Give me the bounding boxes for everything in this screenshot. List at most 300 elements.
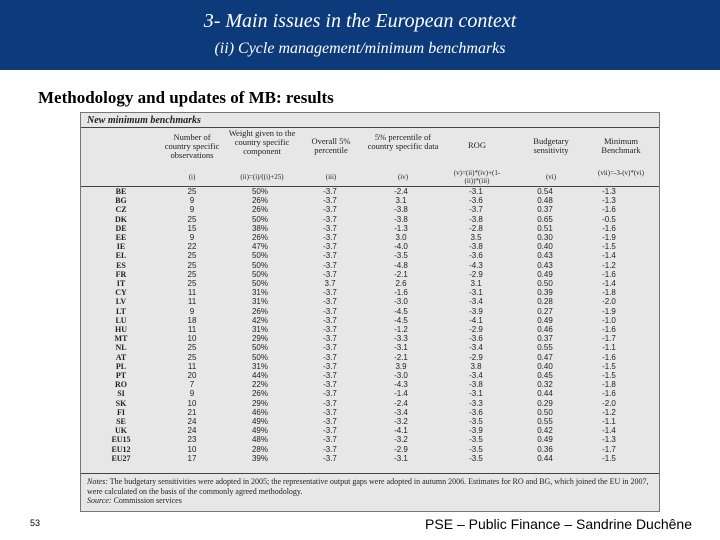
table-cell: -1.6: [602, 389, 616, 399]
table-cell: -4.1: [469, 315, 483, 325]
table-cell: 26%: [251, 389, 268, 399]
table-cell: 50%: [251, 251, 268, 261]
table-row: [81, 307, 641, 316]
table-cell: -2.0: [602, 297, 616, 307]
slide-subtitle: (ii) Cycle management/minimum benchmarks: [214, 40, 506, 57]
table-cell: 31%: [251, 297, 268, 307]
table-cell: 0.43: [537, 251, 553, 261]
table-cell: 0.39: [537, 288, 553, 298]
table-cell: -4.1: [394, 426, 408, 436]
table-cell: 50%: [251, 187, 268, 196]
country-code-cell: NL: [115, 343, 127, 353]
table-cell: -2.0: [602, 398, 616, 408]
table-cell: -1.6: [602, 205, 616, 215]
table-cell: 18: [187, 315, 197, 325]
table-row: [81, 196, 641, 205]
table-cell: 50%: [251, 352, 268, 362]
table-cell: 11: [187, 361, 197, 371]
table-cell: -3.4: [469, 371, 483, 381]
table-cell: -4.0: [394, 242, 408, 252]
table-cell: -3.6: [469, 196, 483, 206]
table-cell: -3.8: [469, 214, 483, 224]
table-cell: -4.5: [394, 306, 408, 316]
table-cell: 25: [187, 214, 197, 224]
table-cell: 3.9: [395, 361, 407, 371]
table-cell: 50%: [251, 343, 268, 353]
table-cell: -3.7: [323, 242, 337, 252]
country-code-cell: FR: [115, 269, 127, 279]
table-cell: 0.48: [537, 196, 553, 206]
table-cell: -3.7: [323, 453, 337, 463]
table-cell: -2.9: [469, 325, 483, 335]
country-code-cell: HU: [115, 325, 127, 335]
table-row: [81, 426, 641, 435]
table-cell: 0.29: [537, 398, 553, 408]
country-code-cell: IE: [116, 242, 126, 252]
notes-text: The budgetary sensitivities were adopted in 2005; the representative output gaps were adopted in autumn 2006. Estimates for RO and BG, which joined the EU in 2007, were calculated on the basis of the commonly agreed methodology.: [87, 477, 649, 496]
table-row: [81, 233, 641, 242]
table-cell: 49%: [251, 417, 268, 427]
col-sub-weight: (ii)=(i)/((i)+25): [240, 173, 284, 181]
table-cell: -1.3: [602, 187, 616, 196]
table-cell: 26%: [251, 196, 268, 206]
table-row: [81, 399, 641, 408]
table-cell: 25: [187, 279, 197, 289]
table-cell: -3.8: [469, 242, 483, 252]
table-row: [81, 417, 641, 426]
table-cell: -3.5: [469, 417, 483, 427]
table-cell: 29%: [251, 398, 268, 408]
table-cell: -1.3: [602, 196, 616, 206]
source-text: Commission services: [113, 496, 182, 505]
table-cell: -1.1: [602, 417, 616, 427]
table-cell: 50%: [251, 214, 268, 224]
table-cell: 0.49: [537, 435, 553, 445]
table-cell: 0.40: [537, 242, 553, 252]
table-cell: 0.45: [537, 371, 553, 381]
table-cell: -3.7: [323, 361, 337, 371]
table-cell: 25: [187, 187, 197, 196]
notes-label: Notes:: [87, 477, 108, 486]
table-cell: -1.4: [394, 389, 408, 399]
table-cell: 25: [187, 269, 197, 279]
table-row: [81, 261, 641, 270]
table-cell: -3.7: [323, 389, 337, 399]
table-row: [81, 334, 641, 343]
country-code-cell: BE: [115, 187, 127, 196]
country-code-cell: RO: [115, 380, 127, 390]
table-cell: 3.8: [470, 361, 482, 371]
table-cell: 49%: [251, 426, 268, 436]
table-row: [81, 270, 641, 279]
table-cell: 47%: [251, 242, 268, 252]
country-code-cell: EE: [115, 233, 127, 243]
table-cell: 22: [187, 242, 197, 252]
table-cell: -3.5: [469, 435, 483, 445]
table-cell: 0.27: [537, 306, 553, 316]
table-cell: -2.4: [394, 187, 408, 196]
table-cell: -3.7: [323, 196, 337, 206]
table-cell: -3.7: [323, 288, 337, 298]
table-row: [81, 279, 641, 288]
table-cell: -0.5: [602, 214, 616, 224]
table-cell: -2.1: [394, 269, 408, 279]
table-cell: 0.55: [537, 343, 553, 353]
table-cell: 10: [187, 334, 197, 344]
table-cell: -3.4: [469, 343, 483, 353]
table-cell: -3.7: [323, 223, 337, 233]
table-cell: -3.1: [469, 389, 483, 399]
table-cell: 26%: [251, 205, 268, 215]
table-cell: 10: [187, 398, 197, 408]
country-code-cell: LT: [116, 306, 126, 316]
table-cell: -1.4: [602, 426, 616, 436]
table-cell: 0.36: [537, 444, 553, 454]
table-cell: 3.1: [395, 196, 407, 206]
col-header-overall-percentile: Overall 5% percentile: [311, 136, 351, 155]
table-cell: -3.6: [469, 407, 483, 417]
table-cell: -1.6: [602, 223, 616, 233]
table-cell: -3.4: [394, 407, 408, 417]
table-cell: -1.5: [602, 453, 616, 463]
table-cell: 0.65: [537, 214, 553, 224]
table-cell: -3.7: [323, 398, 337, 408]
table-cell: 44%: [251, 371, 268, 381]
table-row: [81, 445, 641, 454]
table-cell: -1.8: [602, 380, 616, 390]
table-cell: 31%: [251, 288, 268, 298]
table-cell: -1.0: [602, 315, 616, 325]
table-cell: -3.7: [323, 352, 337, 362]
country-code-cell: IT: [116, 279, 126, 289]
table-cell: -3.2: [394, 417, 408, 427]
table-row: [81, 380, 641, 389]
table-row: [81, 353, 641, 362]
table-cell: 0.47: [537, 352, 553, 362]
table-cell: -1.5: [602, 242, 616, 252]
slide-number: 53: [30, 518, 41, 528]
table-cell: -3.5: [469, 444, 483, 454]
country-code-cell: EU27: [111, 453, 131, 463]
table-cell: 0.46: [537, 325, 553, 335]
table-cell: 0.37: [537, 334, 553, 344]
table-cell: 0.51: [537, 223, 553, 233]
table-cell: 38%: [251, 223, 268, 233]
table-cell: -3.7: [323, 380, 337, 390]
table-cell: -3.3: [469, 398, 483, 408]
country-code-cell: EU15: [111, 435, 131, 445]
table-row: [81, 215, 641, 224]
table-cell: 15: [187, 223, 197, 233]
table-row: [81, 454, 641, 463]
benchmark-table: [81, 187, 641, 463]
table-cell: -3.7: [323, 407, 337, 417]
table-cell: -3.1: [469, 187, 483, 196]
table-cell: -3.0: [394, 297, 408, 307]
table-cell: -1.2: [394, 325, 408, 335]
table-cell: -3.7: [469, 205, 483, 215]
country-code-cell: SK: [115, 398, 127, 408]
table-cell: 25: [187, 352, 197, 362]
table-cell: -3.7: [323, 444, 337, 454]
table-cell: -3.7: [323, 306, 337, 316]
table-cell: 2.6: [395, 279, 407, 289]
table-cell: -2.9: [394, 444, 408, 454]
table-cell: 39%: [251, 453, 268, 463]
table-cell: 26%: [251, 233, 268, 243]
table-cell: -1.3: [394, 223, 408, 233]
bottom-rule: [81, 473, 660, 474]
table-cell: -1.7: [602, 444, 616, 454]
col-header-rog: ROG: [468, 140, 486, 150]
table-cell: -3.7: [323, 187, 337, 196]
table-cell: 9: [189, 389, 195, 399]
table-cell: -1.6: [602, 352, 616, 362]
table-cell: -3.6: [469, 251, 483, 261]
col-sub-budgetary-sensitivity: (vi): [545, 173, 557, 181]
table-cell: 0.55: [537, 417, 553, 427]
table-cell: -1.4: [602, 251, 616, 261]
country-code-cell: SI: [117, 389, 125, 399]
table-cell: 24: [187, 426, 197, 436]
table-cell: 0.42: [537, 426, 553, 436]
table-cell: 22%: [251, 380, 268, 390]
table-cell: -1.8: [602, 288, 616, 298]
col-header-observations: Number of country specific observations: [164, 132, 220, 160]
table-cell: 31%: [251, 325, 268, 335]
country-code-cell: BG: [115, 196, 127, 206]
table-title: New minimum benchmarks: [87, 115, 201, 126]
table-cell: 25: [187, 251, 197, 261]
col-sub-country-percentile: (iv): [397, 173, 409, 181]
table-row: [81, 343, 641, 352]
table-cell: 23: [187, 435, 197, 445]
slide-title: 3- Main issues in the European context: [203, 10, 517, 32]
col-sub-overall-percentile: (iii): [325, 173, 337, 181]
table-cell: 11: [187, 297, 197, 307]
table-cell: -3.7: [323, 269, 337, 279]
table-cell: 3.7: [324, 279, 336, 289]
table-cell: -3.7: [323, 251, 337, 261]
table-cell: 0.49: [537, 269, 553, 279]
table-cell: -1.3: [602, 435, 616, 445]
table-cell: -1.1: [602, 343, 616, 353]
country-code-cell: EL: [115, 251, 127, 261]
table-cell: -3.7: [323, 435, 337, 445]
table-cell: -3.7: [323, 334, 337, 344]
table-row: [81, 187, 641, 196]
table-cell: 0.54: [537, 187, 553, 196]
table-cell: -3.5: [394, 251, 408, 261]
table-cell: -2.4: [394, 398, 408, 408]
table-cell: 48%: [251, 435, 268, 445]
country-code-cell: ES: [116, 260, 126, 270]
table-cell: 0.44: [537, 453, 553, 463]
table-cell: 0.40: [537, 361, 553, 371]
table-cell: 46%: [251, 407, 268, 417]
country-code-cell: DK: [115, 214, 127, 224]
table-cell: -1.4: [602, 279, 616, 289]
table-cell: 28%: [251, 444, 268, 454]
table-cell: -3.5: [469, 453, 483, 463]
table-cell: 24: [187, 417, 197, 427]
country-code-cell: SE: [116, 417, 126, 427]
table-cell: -3.1: [394, 343, 408, 353]
benchmark-table-image: [80, 112, 660, 512]
table-body: [81, 187, 641, 463]
table-cell: 9: [189, 306, 195, 316]
country-code-cell: CY: [115, 288, 127, 298]
table-cell: 25: [187, 343, 197, 353]
table-cell: -3.0: [394, 371, 408, 381]
table-cell: 50%: [251, 269, 268, 279]
table-cell: 0.32: [537, 380, 553, 390]
table-cell: 21: [187, 407, 197, 417]
table-cell: -1.2: [602, 407, 616, 417]
table-cell: 31%: [251, 361, 268, 371]
table-cell: -3.7: [323, 343, 337, 353]
table-cell: -4.3: [394, 380, 408, 390]
table-cell: -3.6: [469, 334, 483, 344]
table-cell: -4.8: [394, 260, 408, 270]
table-cell: -1.6: [602, 325, 616, 335]
table-cell: -3.8: [394, 205, 408, 215]
table-cell: -2.8: [469, 223, 483, 233]
table-row: [81, 288, 641, 297]
col-header-weight: Weight given to the country specific component: [228, 128, 296, 156]
table-cell: -3.7: [323, 297, 337, 307]
table-cell: 7: [189, 380, 195, 390]
col-sub-rog: (v)=(ii)*(iv)+(1-(ii))*(iii): [453, 169, 501, 185]
table-cell: 3.0: [395, 233, 407, 243]
table-cell: 29%: [251, 334, 268, 344]
country-code-cell: UK: [115, 426, 127, 436]
col-header-budgetary-sensitivity: Budgetary sensitivity: [533, 136, 569, 155]
country-code-cell: EU12: [111, 444, 131, 454]
table-cell: -3.4: [469, 297, 483, 307]
table-cell: -1.6: [394, 288, 408, 298]
table-row: [81, 408, 641, 417]
table-cell: -3.7: [323, 205, 337, 215]
col-sub-minimum-benchmark: (vii)=-3-(v)*(vi): [598, 169, 644, 177]
table-cell: -3.9: [469, 426, 483, 436]
table-cell: -3.7: [323, 260, 337, 270]
table-cell: 9: [189, 233, 195, 243]
country-code-cell: LV: [115, 297, 127, 307]
table-cell: -4.3: [469, 260, 483, 270]
table-cell: -1.2: [602, 260, 616, 270]
table-row: [81, 251, 641, 260]
table-cell: 50%: [251, 260, 268, 270]
table-row: [81, 316, 641, 325]
country-code-cell: CZ: [115, 205, 127, 215]
table-row: [81, 224, 641, 233]
table-cell: -3.7: [323, 315, 337, 325]
table-cell: 0.44: [537, 389, 553, 399]
top-rule: [81, 127, 660, 128]
table-cell: -3.1: [469, 288, 483, 298]
table-cell: -1.7: [602, 334, 616, 344]
table-cell: 42%: [251, 315, 268, 325]
col-sub-observations: (i): [188, 173, 196, 181]
table-cell: -3.7: [323, 214, 337, 224]
table-cell: 0.37: [537, 205, 553, 215]
source-label: Source:: [87, 496, 112, 505]
table-row: [81, 297, 641, 306]
table-cell: 50%: [251, 279, 268, 289]
table-cell: 0.49: [537, 315, 553, 325]
table-cell: -3.7: [323, 371, 337, 381]
col-header-minimum-benchmark: Minimum Benchmark: [601, 136, 641, 155]
table-cell: -2.1: [394, 352, 408, 362]
table-cell: -3.7: [323, 417, 337, 427]
table-cell: 0.28: [537, 297, 553, 307]
table-cell: -3.8: [469, 380, 483, 390]
title-banner: [0, 0, 720, 70]
table-cell: -1.9: [602, 233, 616, 243]
table-cell: 17: [187, 453, 197, 463]
table-cell: 9: [189, 205, 195, 215]
table-cell: 11: [187, 288, 197, 298]
country-code-cell: AT: [115, 352, 127, 362]
table-cell: 25: [187, 260, 197, 270]
table-cell: -2.9: [469, 352, 483, 362]
table-cell: 9: [189, 196, 195, 206]
table-row: [81, 242, 641, 251]
table-cell: 0.50: [537, 279, 553, 289]
table-notes: [87, 477, 655, 506]
table-row: [81, 205, 641, 214]
table-cell: -3.1: [394, 453, 408, 463]
table-cell: -3.8: [394, 214, 408, 224]
table-row: [81, 325, 641, 334]
table-cell: -3.2: [394, 435, 408, 445]
table-cell: -3.7: [323, 426, 337, 436]
table-cell: -1.9: [602, 306, 616, 316]
country-code-cell: LU: [115, 315, 127, 325]
section-heading: Methodology and updates of MB: results: [38, 88, 334, 107]
table-row: [81, 389, 641, 398]
footer-text: PSE – Public Finance – Sandrine Duchêne: [425, 516, 692, 532]
table-cell: 26%: [251, 306, 268, 316]
table-cell: 20: [187, 371, 197, 381]
table-cell: 0.30: [537, 233, 553, 243]
table-cell: -1.6: [602, 269, 616, 279]
table-cell: -1.5: [602, 371, 616, 381]
country-code-cell: DE: [115, 223, 127, 233]
table-cell: -4.5: [394, 315, 408, 325]
table-cell: 11: [187, 325, 197, 335]
table-cell: -3.3: [394, 334, 408, 344]
table-cell: -1.5: [602, 361, 616, 371]
table-cell: 0.43: [537, 260, 553, 270]
table-cell: -3.7: [323, 325, 337, 335]
table-cell: -2.9: [469, 269, 483, 279]
country-code-cell: PL: [115, 361, 127, 371]
col-header-country-percentile: 5% percentile of country specific data: [367, 132, 439, 151]
table-cell: -3.9: [469, 306, 483, 316]
table-cell: 3.5: [470, 233, 482, 243]
table-cell: 3.1: [470, 279, 482, 289]
country-code-cell: FI: [117, 407, 125, 417]
table-row: [81, 362, 641, 371]
table-cell: -3.7: [323, 233, 337, 243]
table-cell: 10: [187, 444, 197, 454]
table-row: [81, 435, 641, 444]
country-code-cell: MT: [114, 334, 128, 344]
table-cell: 0.50: [537, 407, 553, 417]
country-code-cell: PT: [115, 371, 127, 381]
